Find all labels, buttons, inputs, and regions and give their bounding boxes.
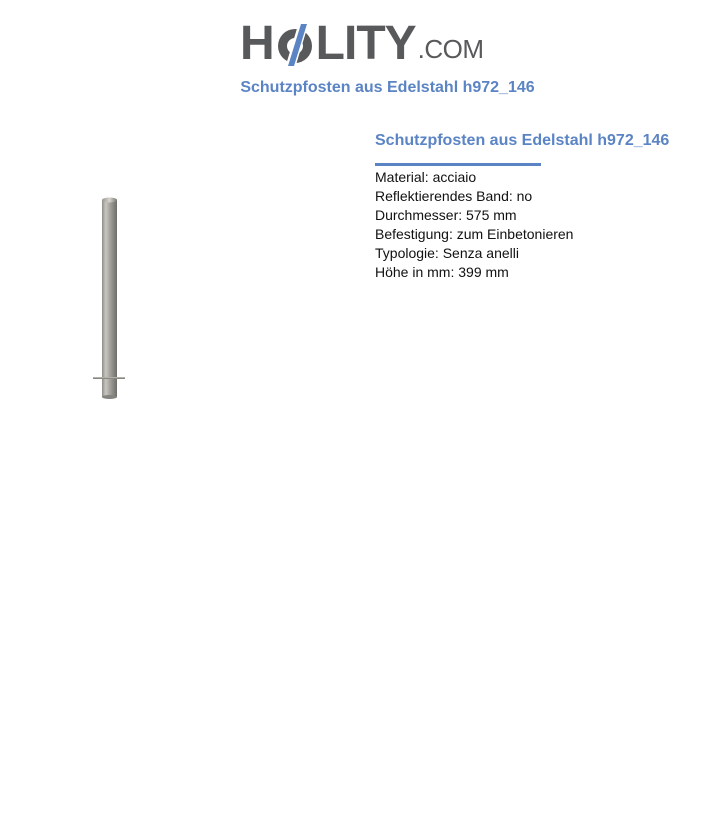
spec-material: Material: acciaio: [375, 169, 477, 185]
spec-mounting: Befestigung: zum Einbetonieren: [375, 226, 574, 242]
product-title: Schutzpfosten aus Edelstahl h972_146: [375, 132, 670, 149]
spec-diameter: Durchmesser: 575 mm: [375, 207, 517, 223]
logo-domain-suffix: .COM: [417, 34, 484, 64]
stainless-steel-bollard-image: [90, 196, 130, 401]
spec-reflective-band: Reflektierendes Band: no: [375, 188, 533, 204]
logo-letter-h: H: [240, 17, 274, 70]
page-title: Schutzpfosten aus Edelstahl h972_146: [240, 79, 535, 96]
spec-height: Höhe in mm: 399 mm: [375, 264, 509, 280]
logo-text: LITY: [315, 17, 416, 70]
product-details: [375, 131, 695, 282]
holity-logo: [240, 10, 485, 68]
holity-o-logo-icon: [275, 20, 315, 68]
title-divider: [375, 163, 541, 166]
spec-typology: Typologie: Senza anelli: [375, 245, 519, 261]
